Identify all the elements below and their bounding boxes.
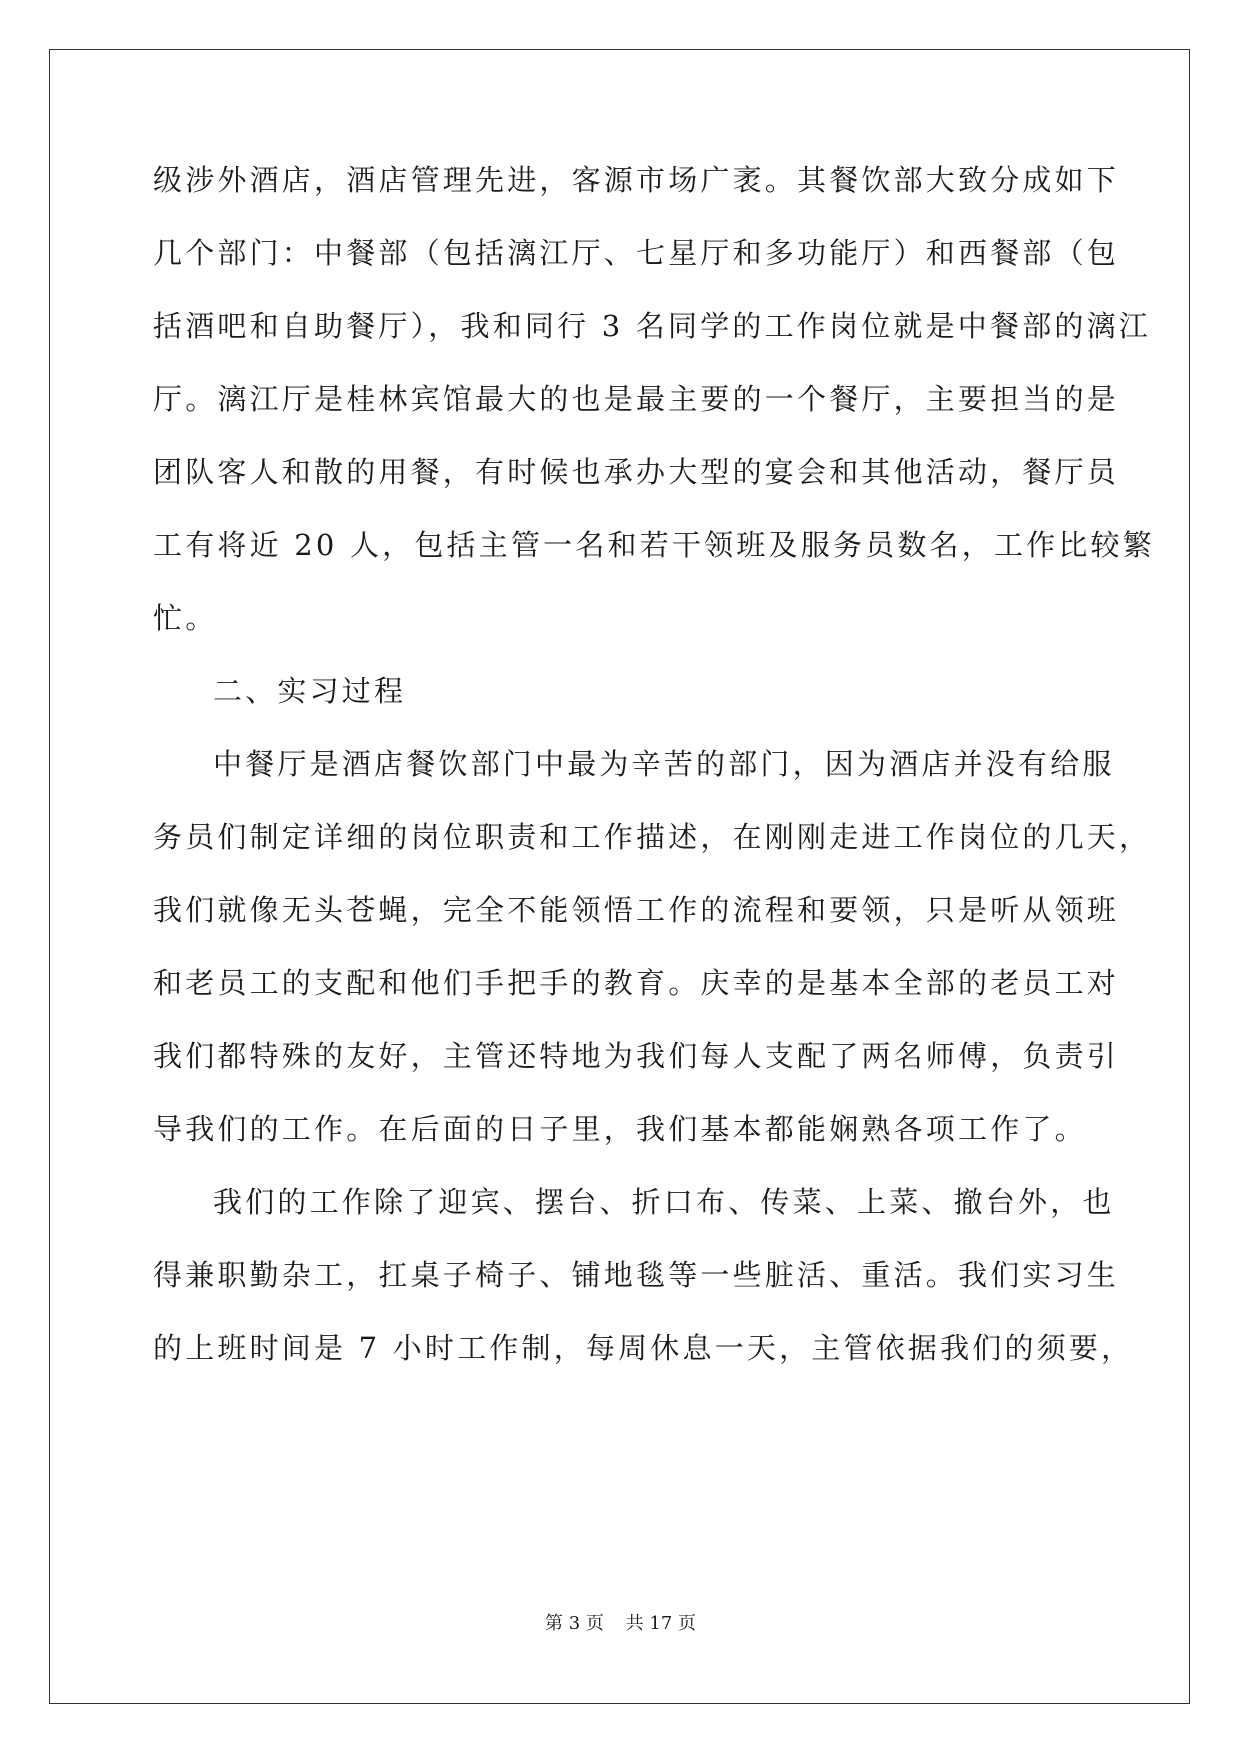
text-line: 得兼职勤杂工，扛桌子椅子、铺地毯等一些脏活、重活。我们实习生 [153, 1258, 1120, 1292]
section-heading: 二、实习过程 [213, 674, 407, 708]
text-line: 括酒吧和自助餐厅），我和同行 3 名同学的工作岗位就是中餐部的漓江 [153, 309, 1151, 343]
text-line: 工有将近 20 人，包括主管一名和若干领班及服务员数名，工作比较繁 [153, 528, 1155, 562]
text-line: 中餐厅是酒店餐饮部门中最为辛苦的部门，因为酒店并没有给服 [213, 747, 1115, 781]
text-line: 厅。漓江厅是桂林宾馆最大的也是最主要的一个餐厅，主要担当的是 [153, 382, 1120, 416]
text-line: 导我们的工作。在后面的日子里，我们基本都能娴熟各项工作了。 [153, 1112, 1087, 1146]
text-line: 级涉外酒店，酒店管理先进，客源市场广袤。其餐饮部大致分成如下 [153, 163, 1120, 197]
page-total: 共 17 页 [625, 1613, 696, 1634]
text-line: 的上班时间是 7 小时工作制，每周休息一天，主管依据我们的须要， [153, 1331, 1134, 1365]
text-line: 几个部门：中餐部（包括漓江厅、七星厅和多功能厅）和西餐部（包 [153, 236, 1120, 270]
text-line: 忙。 [153, 601, 218, 635]
page-number: 第 3 页 [545, 1613, 604, 1634]
text-line: 我们都特殊的友好，主管还特地为我们每人支配了两名师傅，负责引 [153, 1039, 1120, 1073]
text-line: 和老员工的支配和他们手把手的教育。庆幸的是基本全部的老员工对 [153, 966, 1120, 1000]
page-footer [0, 1612, 1241, 1636]
page-border [49, 49, 1190, 1704]
text-line: 团队客人和散的用餐，有时候也承办大型的宴会和其他活动，餐厅员 [153, 455, 1120, 489]
text-line: 我们就像无头苍蝇，完全不能领悟工作的流程和要领，只是听从领班 [153, 893, 1120, 927]
text-line: 我们的工作除了迎宾、摆台、折口布、传菜、上菜、撤台外，也 [213, 1185, 1115, 1219]
text-line: 务员们制定详细的岗位职责和工作描述，在刚刚走进工作岗位的几天， [153, 820, 1152, 854]
